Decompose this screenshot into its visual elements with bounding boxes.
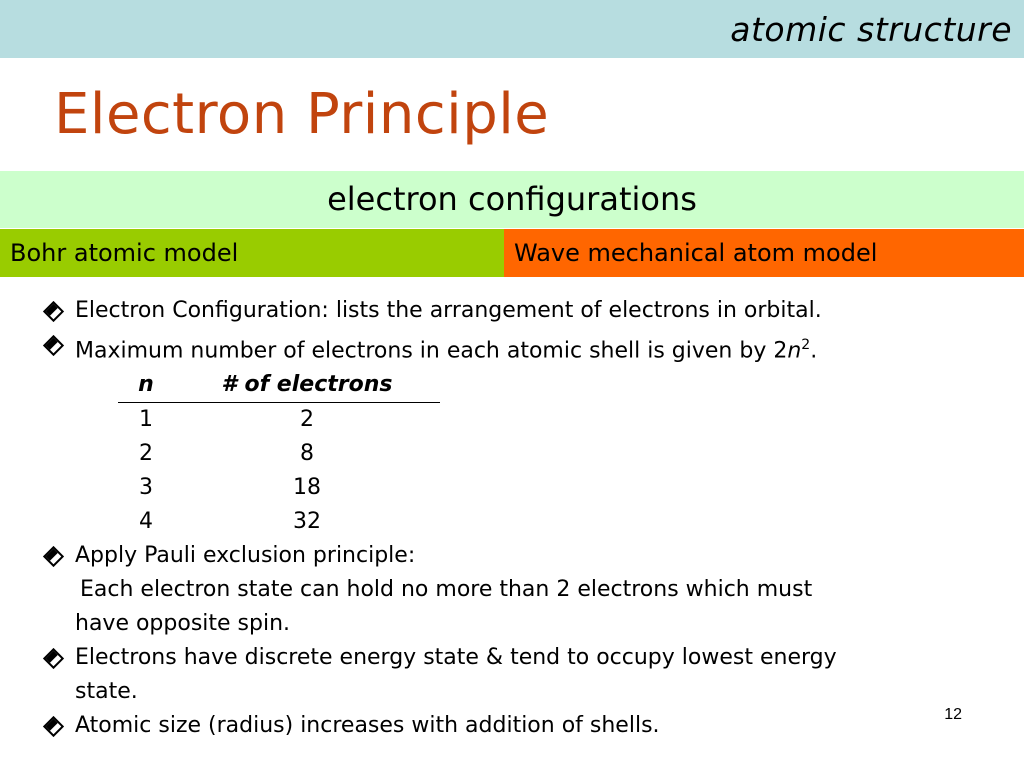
superscript: 2 [801, 337, 811, 353]
header-n: n [118, 368, 174, 403]
cell-electrons: 2 [300, 407, 314, 433]
table-row [118, 437, 440, 471]
bullet-text-end: . [810, 338, 818, 364]
table-row [118, 403, 440, 438]
cell-n: 4 [139, 509, 153, 535]
bullet-item [40, 641, 980, 675]
bullet-text: Maximum number of electrons in each atomic shell is given by 2 [75, 338, 788, 364]
bullet-item [40, 294, 980, 328]
cell-electrons: 18 [293, 475, 321, 501]
bullet-subtext: Each electron state can hold no more than 2 electrons which must [80, 577, 813, 603]
diamond-bullet-icon [43, 546, 64, 567]
cell-electrons: 8 [300, 441, 314, 467]
slide-content [40, 294, 980, 743]
diamond-bullet-icon [43, 301, 64, 322]
bullet-item [40, 328, 980, 368]
section-heading: electron configurations [0, 171, 1024, 228]
shell-capacity-table [118, 368, 440, 539]
bullet-subtext: have opposite spin. [75, 611, 291, 637]
cell-electrons: 32 [293, 509, 321, 535]
diamond-bullet-icon [43, 335, 64, 356]
bohr-model-label: Bohr atomic model [0, 229, 504, 277]
bullet-continuation: state. [75, 679, 138, 705]
variable-n: n [787, 338, 802, 364]
slide-title: Electron Principle [54, 82, 550, 147]
table-row [118, 505, 440, 539]
cell-n: 2 [139, 441, 153, 467]
header-band [0, 0, 1024, 58]
bullet-text: Atomic size (radius) increases with addition of shells. [75, 713, 660, 739]
header-electrons: # of electrons [174, 368, 440, 403]
diamond-bullet-icon [43, 716, 64, 737]
diamond-bullet-icon [43, 648, 64, 669]
wave-model-label: Wave mechanical atom model [504, 229, 1024, 277]
bullet-text: Electron Configuration: lists the arrangement of electrons in orbital. [75, 298, 822, 323]
bullet-item [40, 539, 980, 573]
cell-n: 1 [139, 407, 153, 433]
page-number: 12 [944, 706, 962, 723]
bullet-item [40, 709, 980, 743]
topic-label: atomic structure [730, 10, 1012, 49]
bullet-text: Apply Pauli exclusion principle: [75, 543, 416, 569]
table-header-row [118, 368, 440, 403]
table-row [118, 471, 440, 505]
bullet-text: Electrons have discrete energy state & tend to occupy lowest energy [75, 645, 837, 671]
cell-n: 3 [139, 475, 153, 501]
